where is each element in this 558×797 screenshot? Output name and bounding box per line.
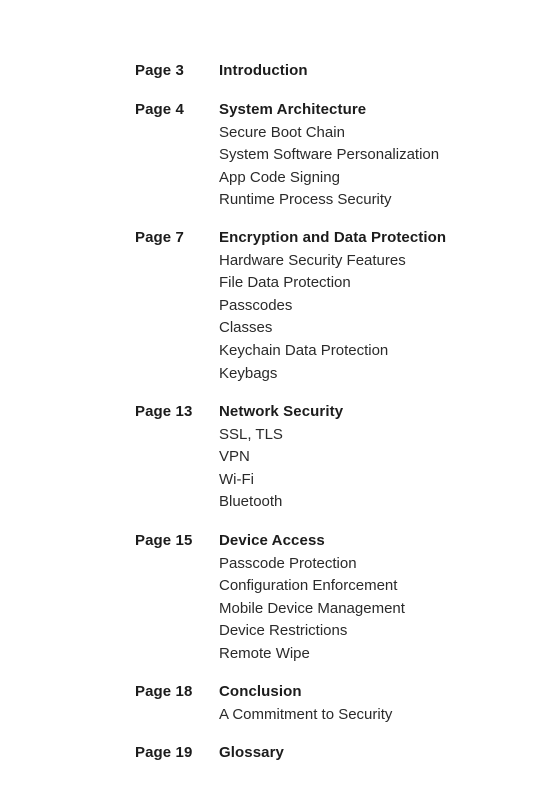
toc-page-number: Page 19 [135, 744, 193, 761]
toc-page-number: Page 15 [135, 532, 193, 549]
toc-sub-item[interactable]: Configuration Enforcement [219, 577, 398, 595]
toc-section-title[interactable]: Conclusion [219, 683, 302, 700]
toc-sub-item[interactable]: Classes [219, 319, 273, 337]
toc-sub-item[interactable]: VPN [219, 448, 250, 466]
toc-section-title[interactable]: System Architecture [219, 101, 367, 118]
toc-page-number: Page 18 [135, 683, 193, 700]
toc-sub-item[interactable]: Passcodes [219, 296, 293, 314]
toc-section-introduction [135, 60, 308, 83]
toc-sub-item[interactable]: SSL, TLS [219, 425, 283, 443]
toc-entries [219, 530, 405, 666]
toc-section-encryption [135, 227, 446, 385]
toc-section-title[interactable]: Device Access [219, 532, 325, 549]
toc-page-number: Page 7 [135, 229, 184, 246]
toc-sub-item[interactable]: Hardware Security Features [219, 251, 406, 269]
toc-sub-item[interactable]: Mobile Device Management [219, 599, 405, 617]
toc-section-glossary [135, 742, 284, 765]
toc-sub-item[interactable]: A Commitment to Security [219, 705, 393, 723]
toc-sub-item[interactable]: Secure Boot Chain [219, 123, 345, 141]
toc-entries [219, 681, 392, 726]
toc-section-network-security [135, 401, 343, 514]
toc-entries [219, 99, 439, 212]
toc-sub-item[interactable]: Runtime Process Security [219, 191, 392, 209]
toc-sub-item[interactable]: Keychain Data Protection [219, 341, 389, 359]
toc-page-number: Page 13 [135, 403, 193, 420]
toc-sub-item[interactable]: System Software Personalization [219, 146, 440, 164]
toc-section-title[interactable]: Introduction [219, 62, 308, 79]
toc-sub-item[interactable]: Remote Wipe [219, 644, 310, 662]
toc-entries [219, 742, 284, 765]
toc-sub-item[interactable]: File Data Protection [219, 274, 351, 292]
toc-entries [219, 401, 343, 514]
toc-entries [219, 227, 446, 385]
toc-sub-item[interactable]: Bluetooth [219, 493, 283, 511]
toc-sub-item[interactable]: Passcode Protection [219, 554, 357, 572]
toc-section-conclusion [135, 681, 392, 726]
toc-section-title[interactable]: Network Security [219, 403, 344, 420]
toc-page-number: Page 3 [135, 62, 184, 79]
toc-sub-item[interactable]: App Code Signing [219, 168, 340, 186]
toc-section-title[interactable]: Encryption and Data Protection [219, 229, 447, 246]
toc-sub-item[interactable]: Device Restrictions [219, 622, 348, 640]
toc-page-number: Page 4 [135, 101, 184, 118]
toc-sub-item[interactable]: Wi-Fi [219, 470, 254, 488]
toc-sub-item[interactable]: Keybags [219, 364, 278, 382]
toc-section-device-access [135, 530, 405, 666]
toc-section-title[interactable]: Glossary [219, 744, 285, 761]
toc-section-system-architecture [135, 99, 439, 212]
toc-entries [219, 60, 308, 83]
